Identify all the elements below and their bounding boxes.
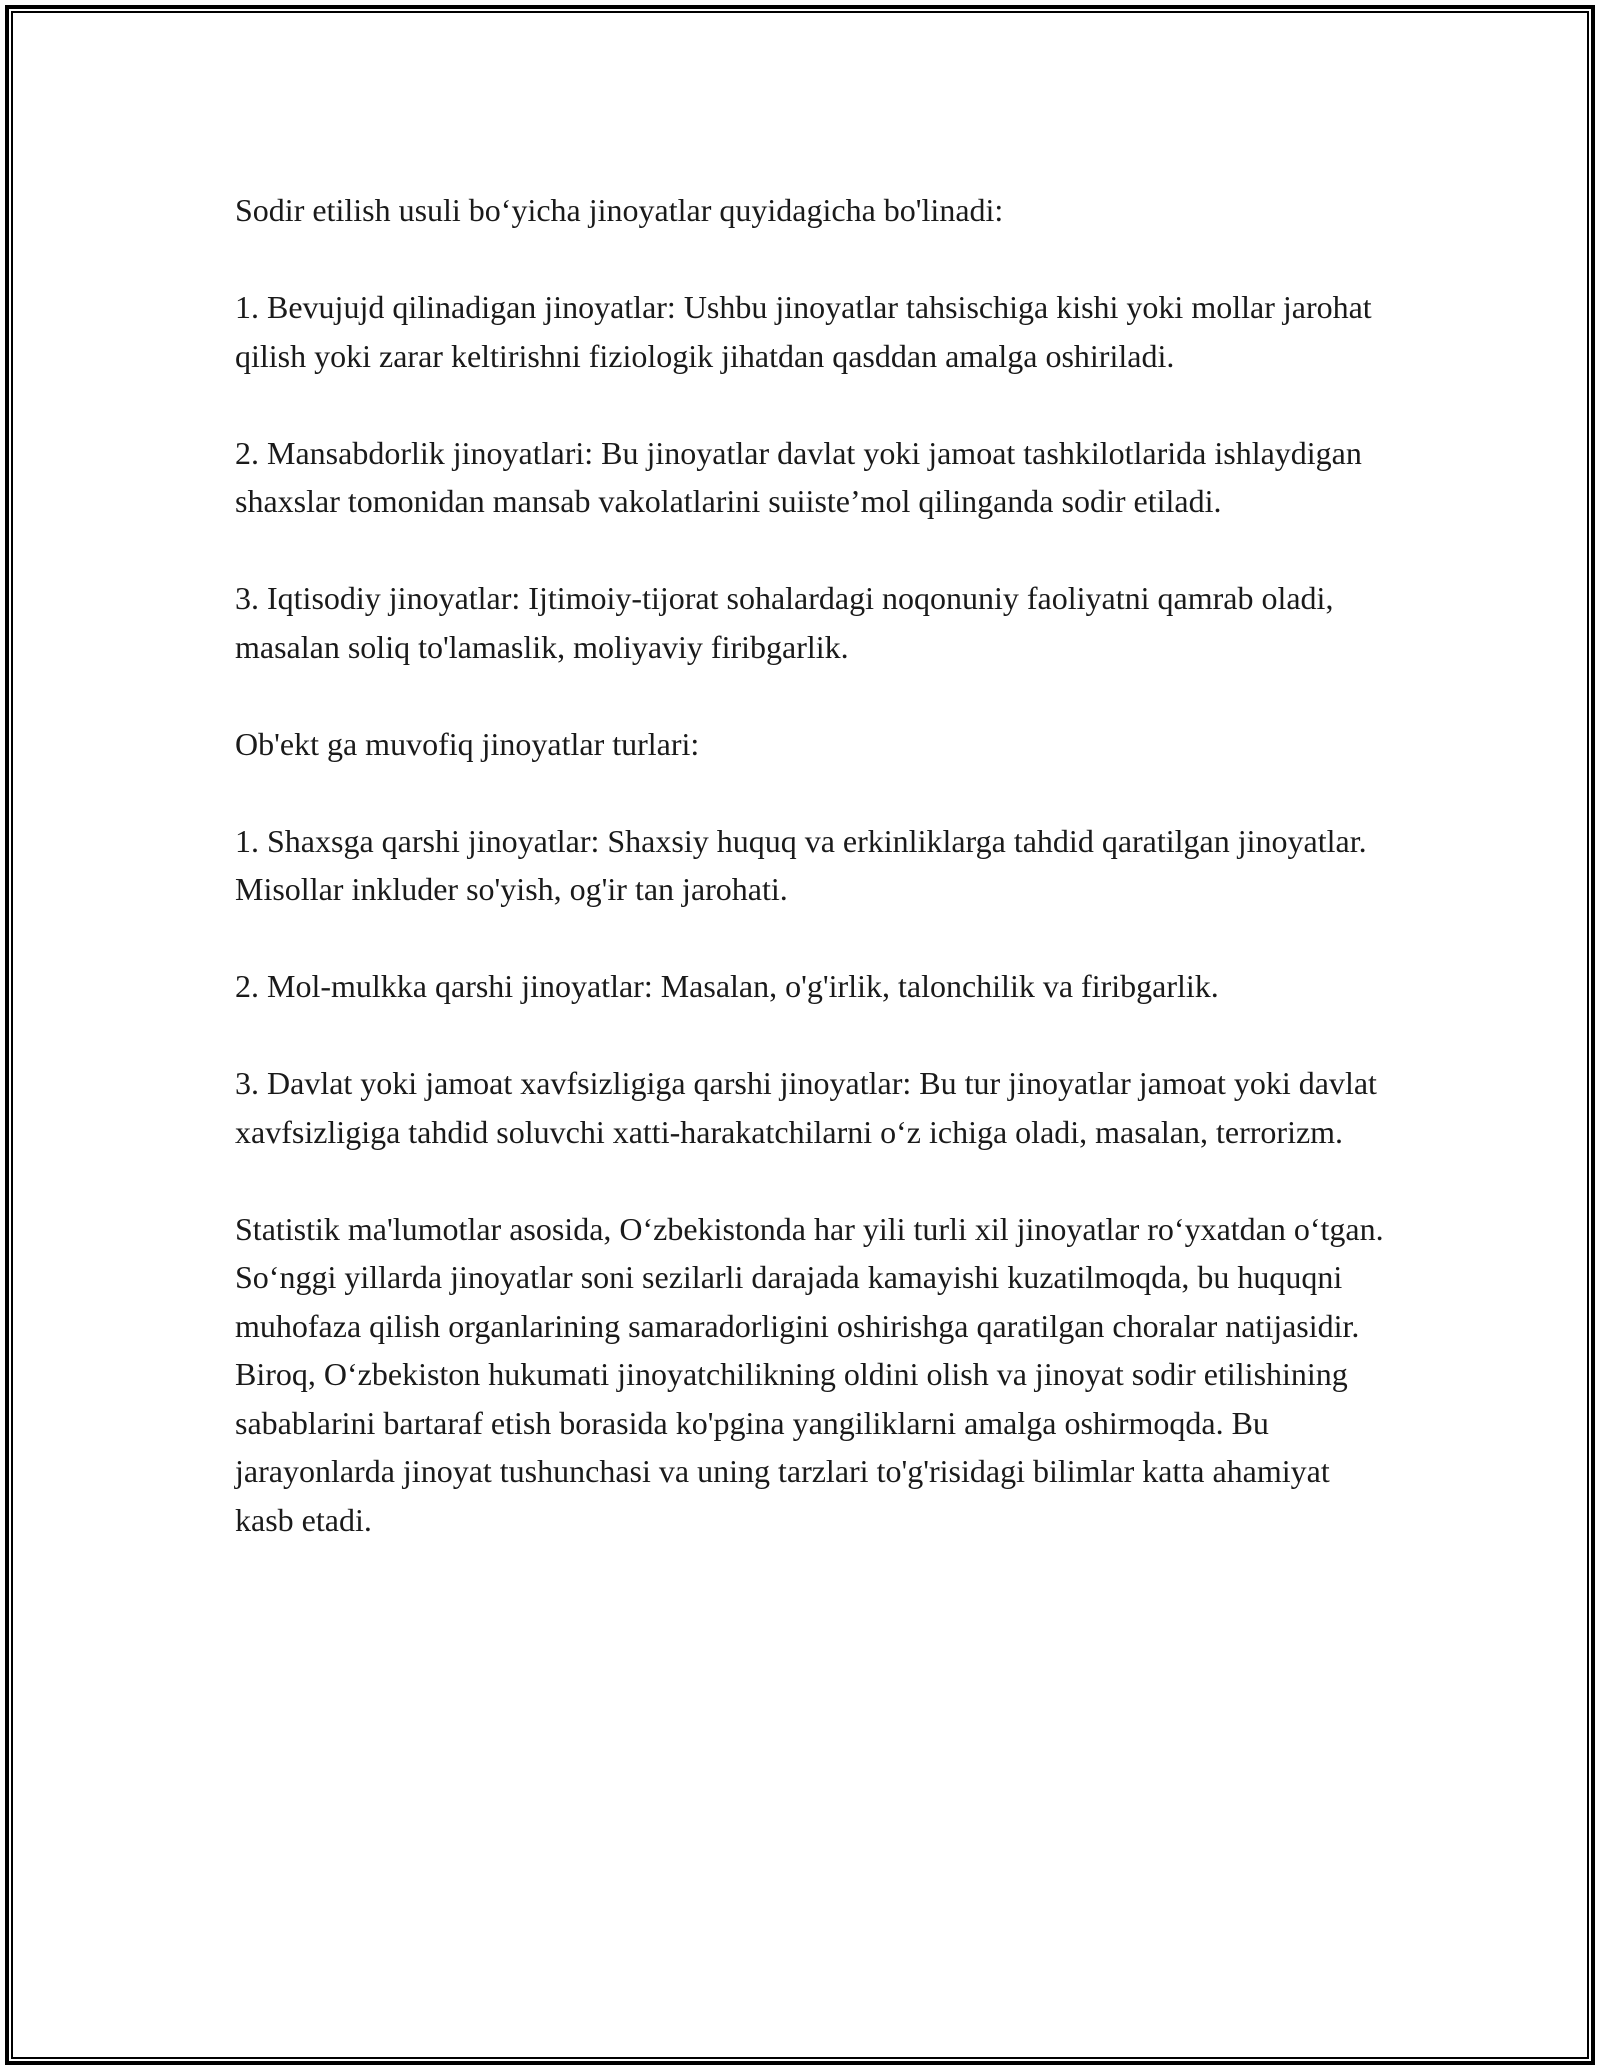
statistics-paragraph: Statistik ma'lumotlar asosida, O‘zbekistonda har yili turli xil jinoyatlar ro‘yxatdan o‘tgan. So‘nggi yillarda jinoyatlar soni sezilarli darajada kamayishi kuzatilmoqda, bu huquqni muhofaza qilish organlarining samaradorligini oshirishga qaratilgan choralar natijasidir. Biroq, O‘zbekiston hukumati jinoyatchilikning oldini olish va jinoyat sodir etilishining sabablarini bartaraf etish borasida ko'pgina yangiliklarni amalga oshirmoqda. Bu jarayonlarda jinoyat tushunchasi va uning tarzlari to'g'risidagi bilimlar katta ahamiyat kasb etadi. <box>235 1210 1384 1538</box>
list-item-method-1: 1. Bevujujd qilinadigan jinoyatlar: Ushbu jinoyatlar tahsischiga kishi yoki mollar jarohat qilish yoki zarar keltirishni fiziologik jihatdan qasddan amalga oshiriladi. <box>235 289 1372 374</box>
section-heading-method: Sodir etilish usuli bo‘yicha jinoyatlar quyidagicha bo'linadi: <box>235 192 1004 228</box>
list-item-object-3: 3. Davlat yoki jamoat xavfsizligiga qarshi jinoyatlar: Bu tur jinoyatlar jamoat yoki davlat xavfsizligiga tahdid soluvchi xatti-harakatchilarni o‘z ichiga oladi, masalan, terrorizm. <box>235 1065 1377 1150</box>
list-item-object-2: 2. Mol-mulkka qarshi jinoyatlar: Masalan, o'g'irlik, talonchilik va firibgarlik. <box>235 968 1219 1004</box>
list-item-method-2: 2. Mansabdorlik jinoyatlari: Bu jinoyatlar davlat yoki jamoat tashkilotlarida ishlaydigan shaxslar tomonidan mansab vakolatlarini suiiste’mol qilinganda sodir etiladi. <box>235 434 1362 519</box>
section-heading-object: Ob'ekt ga muvofiq jinoyatlar turlari: <box>235 725 700 762</box>
document-body <box>235 186 1385 1544</box>
list-item-object-1: 1. Shaxsga qarshi jinoyatlar: Shaxsiy huquq va erkinliklarga tahdid qaratilgan jinoyatlar. Misollar inkluder so'yish, og'ir tan jarohati. <box>235 822 1367 907</box>
list-item-method-3: 3. Iqtisodiy jinoyatlar: Ijtimoiy-tijorat sohalardagi noqonuniy faoliyatni qamrab oladi, masalan soliq to'lamaslik, moliyaviy firibgarlik. <box>235 580 1334 665</box>
